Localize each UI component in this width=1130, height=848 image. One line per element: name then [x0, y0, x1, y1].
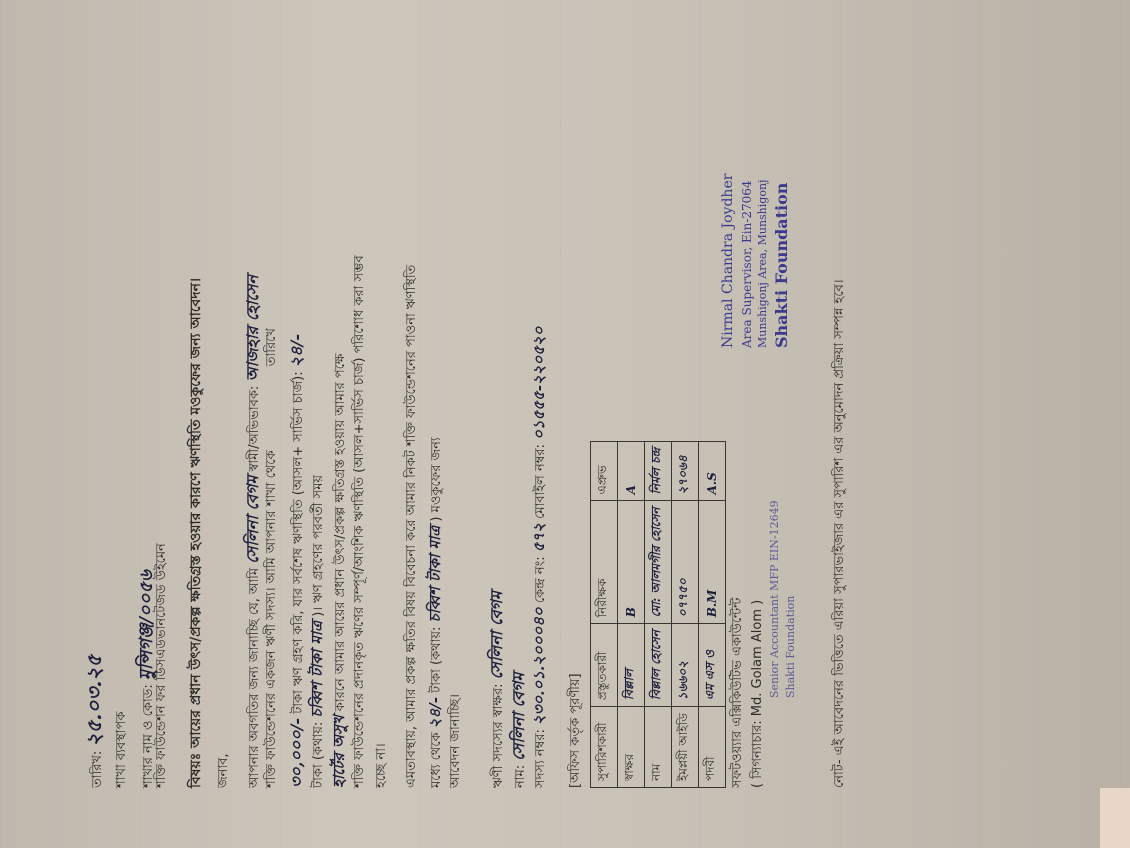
- accountant-stamp-line: Shakti Foundation: [784, 595, 797, 698]
- branch-label: শাখার নাম ও কোড:: [141, 684, 156, 788]
- recipient-line: শাখা ব্যবস্থাপক: [114, 711, 129, 788]
- salutation: জনাব,: [216, 753, 231, 788]
- balance-words-handwritten: চব্বিশ টাকা মাত্র: [308, 620, 326, 718]
- body-text: মধ্যে থেকে: [429, 732, 444, 788]
- table-header: নিরীক্ষক: [591, 501, 618, 624]
- table-row: [645, 441, 672, 787]
- table-header: সুপারিশকারী: [591, 707, 618, 788]
- center-number-handwritten: ৫৭২: [530, 523, 548, 553]
- paper-corner: [1100, 788, 1130, 848]
- table-header-row: [591, 441, 618, 787]
- body-line-2: [262, 328, 283, 788]
- table-row: [618, 441, 645, 787]
- body-text: টাকা (কথায়:: [311, 721, 326, 788]
- body-text: শক্তি ফাউন্ডেশনের একজন ঋণী সদস্য। আমি আপনার শাখা থেকে: [264, 450, 279, 788]
- branch-value: মুন্সিগঞ্জ/০০৫৬: [136, 570, 157, 681]
- supervisor-stamp-org: Shakti Foundation: [772, 182, 791, 348]
- supervisor-stamp-area: Munshigonj Area, Munshigonj: [756, 179, 769, 348]
- waive-amount-handwritten: ২৪/-: [426, 697, 444, 729]
- footer-note: নোট- এই আবেদনের ভিত্তিতে এরিয়া সুপারভাইজার এর সুপারিশ এর অনুমোদন প্রক্রিয়া সম্পন্ন হবে।: [832, 279, 847, 788]
- name-label: নাম:: [513, 764, 528, 788]
- table-cell: ১৬৬০২: [672, 624, 699, 707]
- office-use-heading: [অফিস কর্তৃক পূরণীয়]: [568, 673, 583, 788]
- row-label: ইমপ্লয়ী আইডি: [672, 707, 699, 788]
- table-cell: B.M: [699, 501, 726, 624]
- signature-label: ঋণী সদস্যের স্বাক্ষর:: [491, 683, 506, 788]
- row-label: স্বাক্ষর: [618, 707, 645, 788]
- table-cell: বিল্লাল: [618, 624, 645, 707]
- supervisor-stamp-name: Nirmal Chandra Joydher: [720, 173, 736, 348]
- body-text: তারিখে: [264, 328, 279, 367]
- date-label: তারিখ:: [90, 750, 105, 788]
- member-number-label: সদস্য নম্বর:: [533, 729, 548, 788]
- table-row: [672, 441, 699, 787]
- accountant-title: সফটওয়্যার এক্সিকিউটিভ একাউন্টেন্ট: [730, 597, 745, 788]
- member-number-handwritten: ২৩০.০১.২০০০৪০: [530, 607, 548, 725]
- approval-table: [590, 441, 726, 788]
- row-label: পদবী: [699, 707, 726, 788]
- date-line: [80, 655, 113, 788]
- body-line-6: শক্তি ফাউন্ডেশনের প্রদানকৃত ঋণের সম্পূর্ণ/আংশিক ঋণস্থিতি (আসল+সার্ভিস চার্জ) পরিশোধ করা সম্ভব: [352, 255, 367, 788]
- loan-amount-handwritten: ৩০,০০০/-: [287, 717, 306, 788]
- body-text: ) মওকুফের জন্য: [429, 437, 444, 522]
- waive-words-handwritten: চব্বিশ টাকা মাত্র: [426, 525, 444, 623]
- table-row: [699, 441, 726, 787]
- date-value: ২৫.০৩.২৫: [82, 654, 106, 747]
- body-line-10: আবেদন জানাচ্ছি।: [448, 694, 463, 788]
- signature-handwritten: সেলিনা বেগম: [487, 591, 506, 680]
- mobile-handwritten: ০১৫৫৫-২২০৫২০: [530, 326, 548, 440]
- table-header: প্রস্তুতকারী: [591, 624, 618, 707]
- body-text: স্বামী/অভিভাবক:: [247, 385, 262, 472]
- body-text: আপনার অবগতির জন্য জানাচ্ছি যে, আমি: [247, 567, 262, 788]
- center-number-label: কেন্দ্র নং:: [533, 556, 548, 604]
- subject-line: বিষয়ঃ আয়ের প্রধান উৎস/প্রকল্প ক্ষতিগ্রস্ত হওয়ার কারণে ঋণস্থিতি মওকুফের জন্য আবেদন।: [188, 278, 204, 788]
- body-text: )। ঋণ গ্রহণের পরবর্তী সময়: [311, 474, 326, 617]
- body-line-7: হচ্ছে না।: [374, 743, 389, 788]
- balance-handwritten: ২৪/-: [287, 333, 306, 368]
- body-text: টাকা (কথায়:: [429, 626, 444, 693]
- table-cell: A: [618, 441, 645, 501]
- table-cell: বিল্লাল হোসেন: [645, 624, 672, 707]
- reason-handwritten: হার্টের অসুখ: [330, 715, 348, 788]
- accountant-name: ( সিগন্যাচার: Md. Golam Alom ): [750, 599, 765, 788]
- table-cell: নির্মল চন্দ্র: [645, 441, 672, 501]
- body-text: কারনে আমার আয়ের প্রধান উৎস/প্রকল্প ক্ষতিগ্রস্ত হওয়ায় আমার পক্ষে: [333, 353, 348, 712]
- table-cell: ২৭০৬৪: [672, 441, 699, 501]
- table-cell: B: [618, 501, 645, 624]
- mobile-label: মোবাইল নম্বর:: [533, 444, 548, 519]
- organization-line: শক্তি ফাউন্ডেশন ফর ডিসএডভানটেজড উইমেন: [154, 543, 169, 788]
- table-cell: এম এস ও: [699, 624, 726, 707]
- name-handwritten: সেলিনা বেগম: [509, 672, 528, 761]
- table-header: এপ্রুভ: [591, 441, 618, 501]
- supervisor-stamp-title: Area Supervisor, Ein-27064: [740, 180, 754, 348]
- table-cell: ০৭৭৫০: [672, 501, 699, 624]
- table-cell: A.S: [699, 441, 726, 501]
- row-label: নাম: [645, 707, 672, 788]
- table-cell: মো: আলমগীর হোসেন: [645, 501, 672, 624]
- body-line-8: এমতাবস্থায়, আমার প্রকল্প ক্ষতির বিষয় বিবেচনা করে আমার নিকট শক্তি ফাউন্ডেশনের পাওনা ঋণস্থিতি: [404, 264, 419, 788]
- member-number-line: [528, 327, 553, 789]
- husband-name-handwritten: আজহার হোসেন: [243, 275, 262, 382]
- accountant-stamp-line: Senior Accountant MFP EIN-12649: [768, 500, 781, 698]
- body-text: টাকা ঋণ গ্রহণ করি, যার সর্বশেষ ঋণস্থিতি (আসল+ সার্ভিস চার্জ):: [291, 371, 306, 714]
- member-name-handwritten: সেলিনা বেগম: [243, 475, 262, 564]
